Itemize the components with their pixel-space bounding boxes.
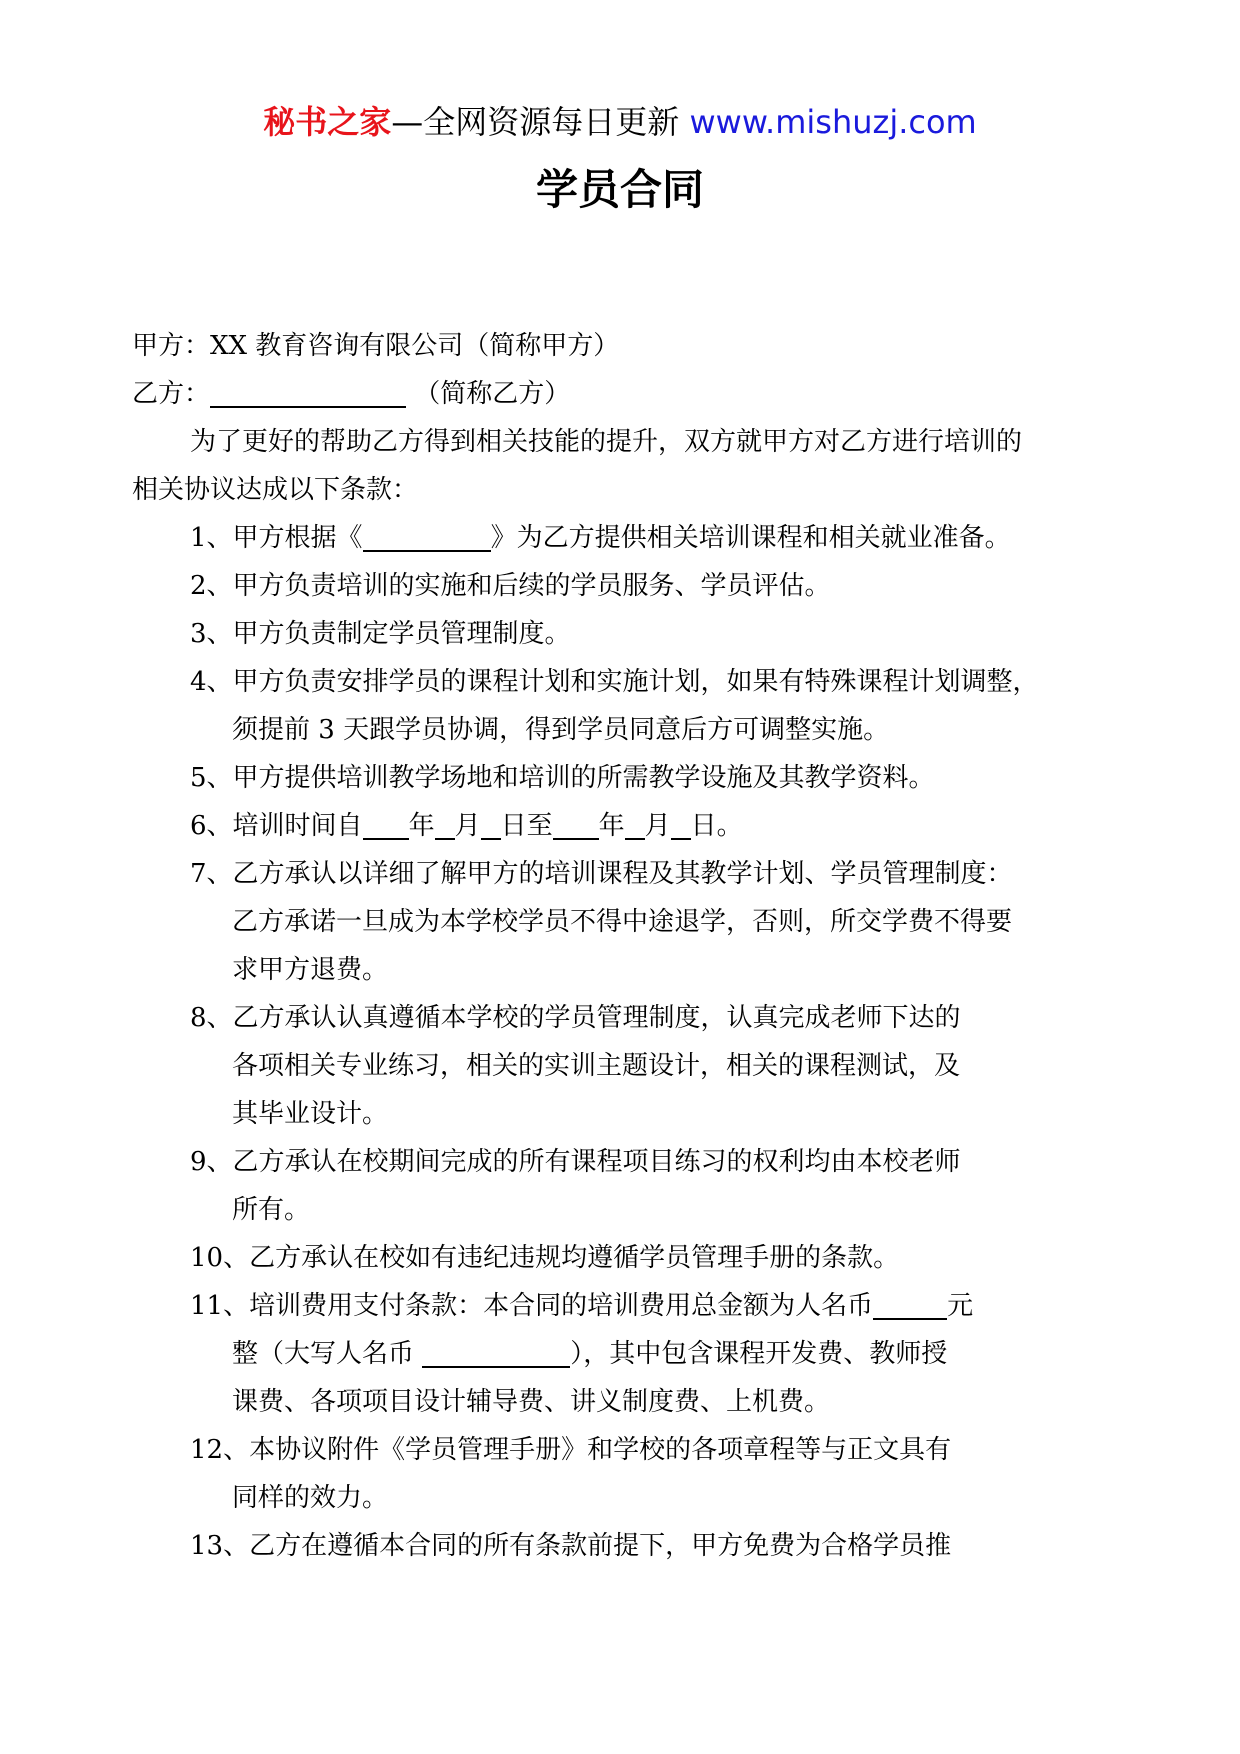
party-b-blank[interactable] xyxy=(210,378,406,408)
intro-line-1: 为了更好的帮助乙方得到相关技能的提升，双方就甲方对乙方进行培训的 xyxy=(190,427,1023,457)
clause-11-cont xyxy=(132,1330,1122,1378)
clause-text: 元 xyxy=(947,1291,974,1321)
clause-text: 甲方提供培训教学场地和培训的所需教学设施及其教学资料。 xyxy=(232,763,935,793)
clause-text: 月 xyxy=(644,811,671,841)
clause-8-cont: 其毕业设计。 xyxy=(232,1099,389,1129)
clause-number: 2、 xyxy=(190,571,233,601)
clause-text: 日。 xyxy=(690,811,743,841)
clause-text: 培训时间自 xyxy=(232,811,363,841)
clause-text: 月 xyxy=(454,811,481,841)
clause-4-cont: 须提前 3 天跟学员协调，得到学员同意后方可调整实施。 xyxy=(232,715,890,745)
clause-13 xyxy=(132,1522,1122,1570)
clause-12-cont: 同样的效力。 xyxy=(232,1483,389,1513)
clause-4 xyxy=(132,658,1122,706)
clause-text: 甲方负责安排学员的课程计划和实施计划，如果有特殊课程计划调整， xyxy=(232,667,1039,697)
party-b-suffix: （简称乙方） xyxy=(414,379,571,409)
clause-text: 乙方承认在校期间完成的所有课程项目练习的权利均由本校老师 xyxy=(232,1147,961,1177)
clause-number: 5、 xyxy=(190,763,233,793)
clause-number: 8、 xyxy=(190,1003,233,1033)
clause-number: 9、 xyxy=(190,1147,233,1177)
course-name-blank[interactable] xyxy=(363,522,491,552)
party-b-label: 乙方： xyxy=(132,379,211,409)
clause-number: 4、 xyxy=(190,667,233,697)
clause-number: 6、 xyxy=(190,811,233,841)
intro-line-2: 相关协议达成以下条款： xyxy=(132,475,419,505)
clause-text: 甲方负责培训的实施和后续的学员服务、学员评估。 xyxy=(232,571,831,601)
end-month-blank[interactable] xyxy=(625,810,645,840)
clause-12 xyxy=(132,1426,1122,1474)
start-month-blank[interactable] xyxy=(435,810,455,840)
party-a-line: 甲方：XX 教育咨询有限公司（简称甲方） xyxy=(132,331,620,361)
clause-number: 10、 xyxy=(190,1243,250,1273)
clause-number: 7、 xyxy=(190,859,233,889)
clause-8-cont: 各项相关专业练习，相关的实训主题设计，相关的课程测试，及 xyxy=(232,1051,961,1081)
clause-1 xyxy=(132,514,1122,562)
site-header xyxy=(0,100,1240,144)
clause-text: 》为乙方提供相关培训课程和相关就业准备。 xyxy=(490,523,1011,553)
clause-text: 乙方承认认真遵循本学校的学员管理制度，认真完成老师下达的 xyxy=(232,1003,961,1033)
clause-9 xyxy=(132,1138,1122,1186)
end-year-blank[interactable] xyxy=(553,810,599,840)
clause-number: 1、 xyxy=(190,523,233,553)
clause-text: 乙方承认以详细了解甲方的培训课程及其教学计划、学员管理制度： xyxy=(232,859,1013,889)
clause-text: 年 xyxy=(598,811,625,841)
clause-7 xyxy=(132,850,1122,898)
clause-text: 甲方根据《 xyxy=(232,523,363,553)
clause-text: 日至 xyxy=(500,811,553,841)
clause-3 xyxy=(132,610,1122,658)
clause-11 xyxy=(132,1282,1122,1330)
clause-8 xyxy=(132,994,1122,1042)
contract-body xyxy=(132,322,1122,1570)
clause-11-cont: 课费、各项项目设计辅导费、讲义制度费、上机费。 xyxy=(232,1387,831,1417)
clause-text: 培训费用支付条款：本合同的培训费用总金额为人名币 xyxy=(249,1291,874,1321)
clause-5 xyxy=(132,754,1122,802)
end-day-blank[interactable] xyxy=(671,810,691,840)
clause-6 xyxy=(132,802,1122,850)
clause-number: 3、 xyxy=(190,619,233,649)
clause-2 xyxy=(132,562,1122,610)
header-slogan: —全网资源每日更新 xyxy=(391,103,680,141)
clause-number: 12、 xyxy=(190,1435,250,1465)
clause-7-cont: 求甲方退费。 xyxy=(232,955,389,985)
document-title: 学员合同 xyxy=(535,165,704,214)
party-b-line xyxy=(132,370,1122,418)
clause-number: 13、 xyxy=(190,1531,250,1561)
clause-text: 年 xyxy=(408,811,435,841)
clause-10 xyxy=(132,1234,1122,1282)
clause-9-cont: 所有。 xyxy=(232,1195,311,1225)
clause-text: 乙方承认在校如有违纪违规均遵循学员管理手册的条款。 xyxy=(249,1243,900,1273)
clause-text: 乙方在遵循本合同的所有条款前提下，甲方免费为合格学员推 xyxy=(249,1531,952,1561)
website-link[interactable]: www.mishuzj.com xyxy=(689,103,977,141)
clause-text: ），其中包含课程开发费、教师授 xyxy=(570,1339,948,1369)
clause-text: 整（大写人名币 xyxy=(232,1339,423,1369)
start-year-blank[interactable] xyxy=(363,810,409,840)
fee-capital-blank[interactable] xyxy=(422,1338,570,1368)
brand-name: 秘书之家 xyxy=(263,103,392,141)
clause-number: 11、 xyxy=(190,1291,250,1321)
fee-amount-blank[interactable] xyxy=(873,1290,947,1320)
start-day-blank[interactable] xyxy=(481,810,501,840)
clause-text: 本协议附件《学员管理手册》和学校的各项章程等与正文具有 xyxy=(249,1435,952,1465)
clause-text: 甲方负责制定学员管理制度。 xyxy=(232,619,571,649)
clause-7-cont: 乙方承诺一旦成为本学校学员不得中途退学，否则，所交学费不得要 xyxy=(232,907,1013,937)
